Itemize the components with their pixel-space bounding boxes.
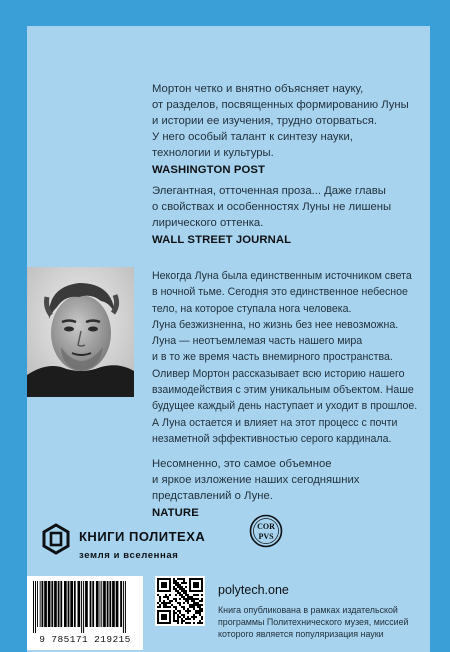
svg-text:PVS: PVS [258, 532, 274, 541]
publisher-series-tagline: земля и вселенная [79, 550, 179, 561]
description-line: взаимодействия с этим уникальным объектом. Наше [152, 384, 414, 397]
quote-line: лирического оттенка. [152, 217, 264, 229]
publisher-note-line: программы Политехнического музея, миссией [218, 617, 409, 627]
description-line: Оливер Мортон рассказывает всю историю нашего [152, 367, 405, 380]
quote-source: WALL STREET JOURNAL [152, 234, 292, 246]
author-photo [27, 267, 134, 397]
description-line: Некогда Луна была единственным источником света [152, 270, 412, 282]
quote-line: о свойствах и особенностях Луны не лишены [152, 201, 392, 213]
qr-code-icon[interactable] [155, 576, 205, 626]
quote-source: NATURE [152, 507, 199, 519]
review-quote-washington-post [152, 81, 422, 178]
description-line: незаметной эффективностью серого кардинала. [152, 432, 392, 445]
quote-line: Мортон четко и внятно объясняет науку, [152, 83, 364, 95]
publisher-note-line: которого является популяризация науки [218, 629, 384, 639]
quote-line: У него особый талант к синтезу науки, [152, 131, 353, 143]
publisher-website[interactable]: polytech.one [218, 583, 289, 597]
isbn-barcode [27, 576, 143, 650]
publisher-note [218, 604, 423, 640]
quote-line: и истории ее изучения, трудно оторваться. [152, 115, 377, 127]
author-portrait-image [27, 267, 134, 397]
review-quote-nature [152, 456, 422, 521]
back-cover [27, 26, 430, 652]
book-description [152, 268, 424, 447]
publisher-logo-icon [41, 523, 71, 555]
quote-line: Несомненно, это самое объемное [152, 458, 332, 470]
review-quote-wall-street-journal [152, 183, 422, 248]
description-line: А Луна остается и влияет на этот процесс с почти [152, 416, 398, 429]
svg-text:COR: COR [257, 522, 275, 531]
isbn-number: 9 785171 219215 [39, 634, 131, 645]
description-line: и в то же время часть внемирного пространства. [152, 351, 393, 364]
description-line: Луна — неотъемлемая часть нашего мира [152, 335, 363, 348]
barcode-bars [31, 581, 139, 633]
quote-line: и яркое изложение наших сегодняшних [152, 474, 360, 486]
quote-source: WASHINGTON POST [152, 164, 266, 176]
quote-line: технологии и культуры. [152, 147, 274, 159]
description-line: тело, на которое ступала нога человека. [152, 302, 352, 315]
quote-line: представлений о Луне. [152, 490, 273, 502]
corpus-seal-icon [249, 514, 283, 548]
quote-line: от разделов, посвященных формированию Луны [152, 99, 409, 111]
description-line: Луна безжизненна, но жизнь без нее невозможна. [152, 318, 399, 331]
description-line: будущее каждый день наступает и уходит в прошлое. [152, 400, 418, 413]
description-line: в ночной тьме. Сегодня это единственное небесное [152, 286, 408, 299]
publisher-note-line: Книга опубликована в рамках издательской [218, 605, 398, 615]
publisher-name: КНИГИ ПОЛИТЕХА [79, 529, 206, 544]
quote-line: Элегантная, отточенная проза... Даже главы [152, 185, 386, 197]
